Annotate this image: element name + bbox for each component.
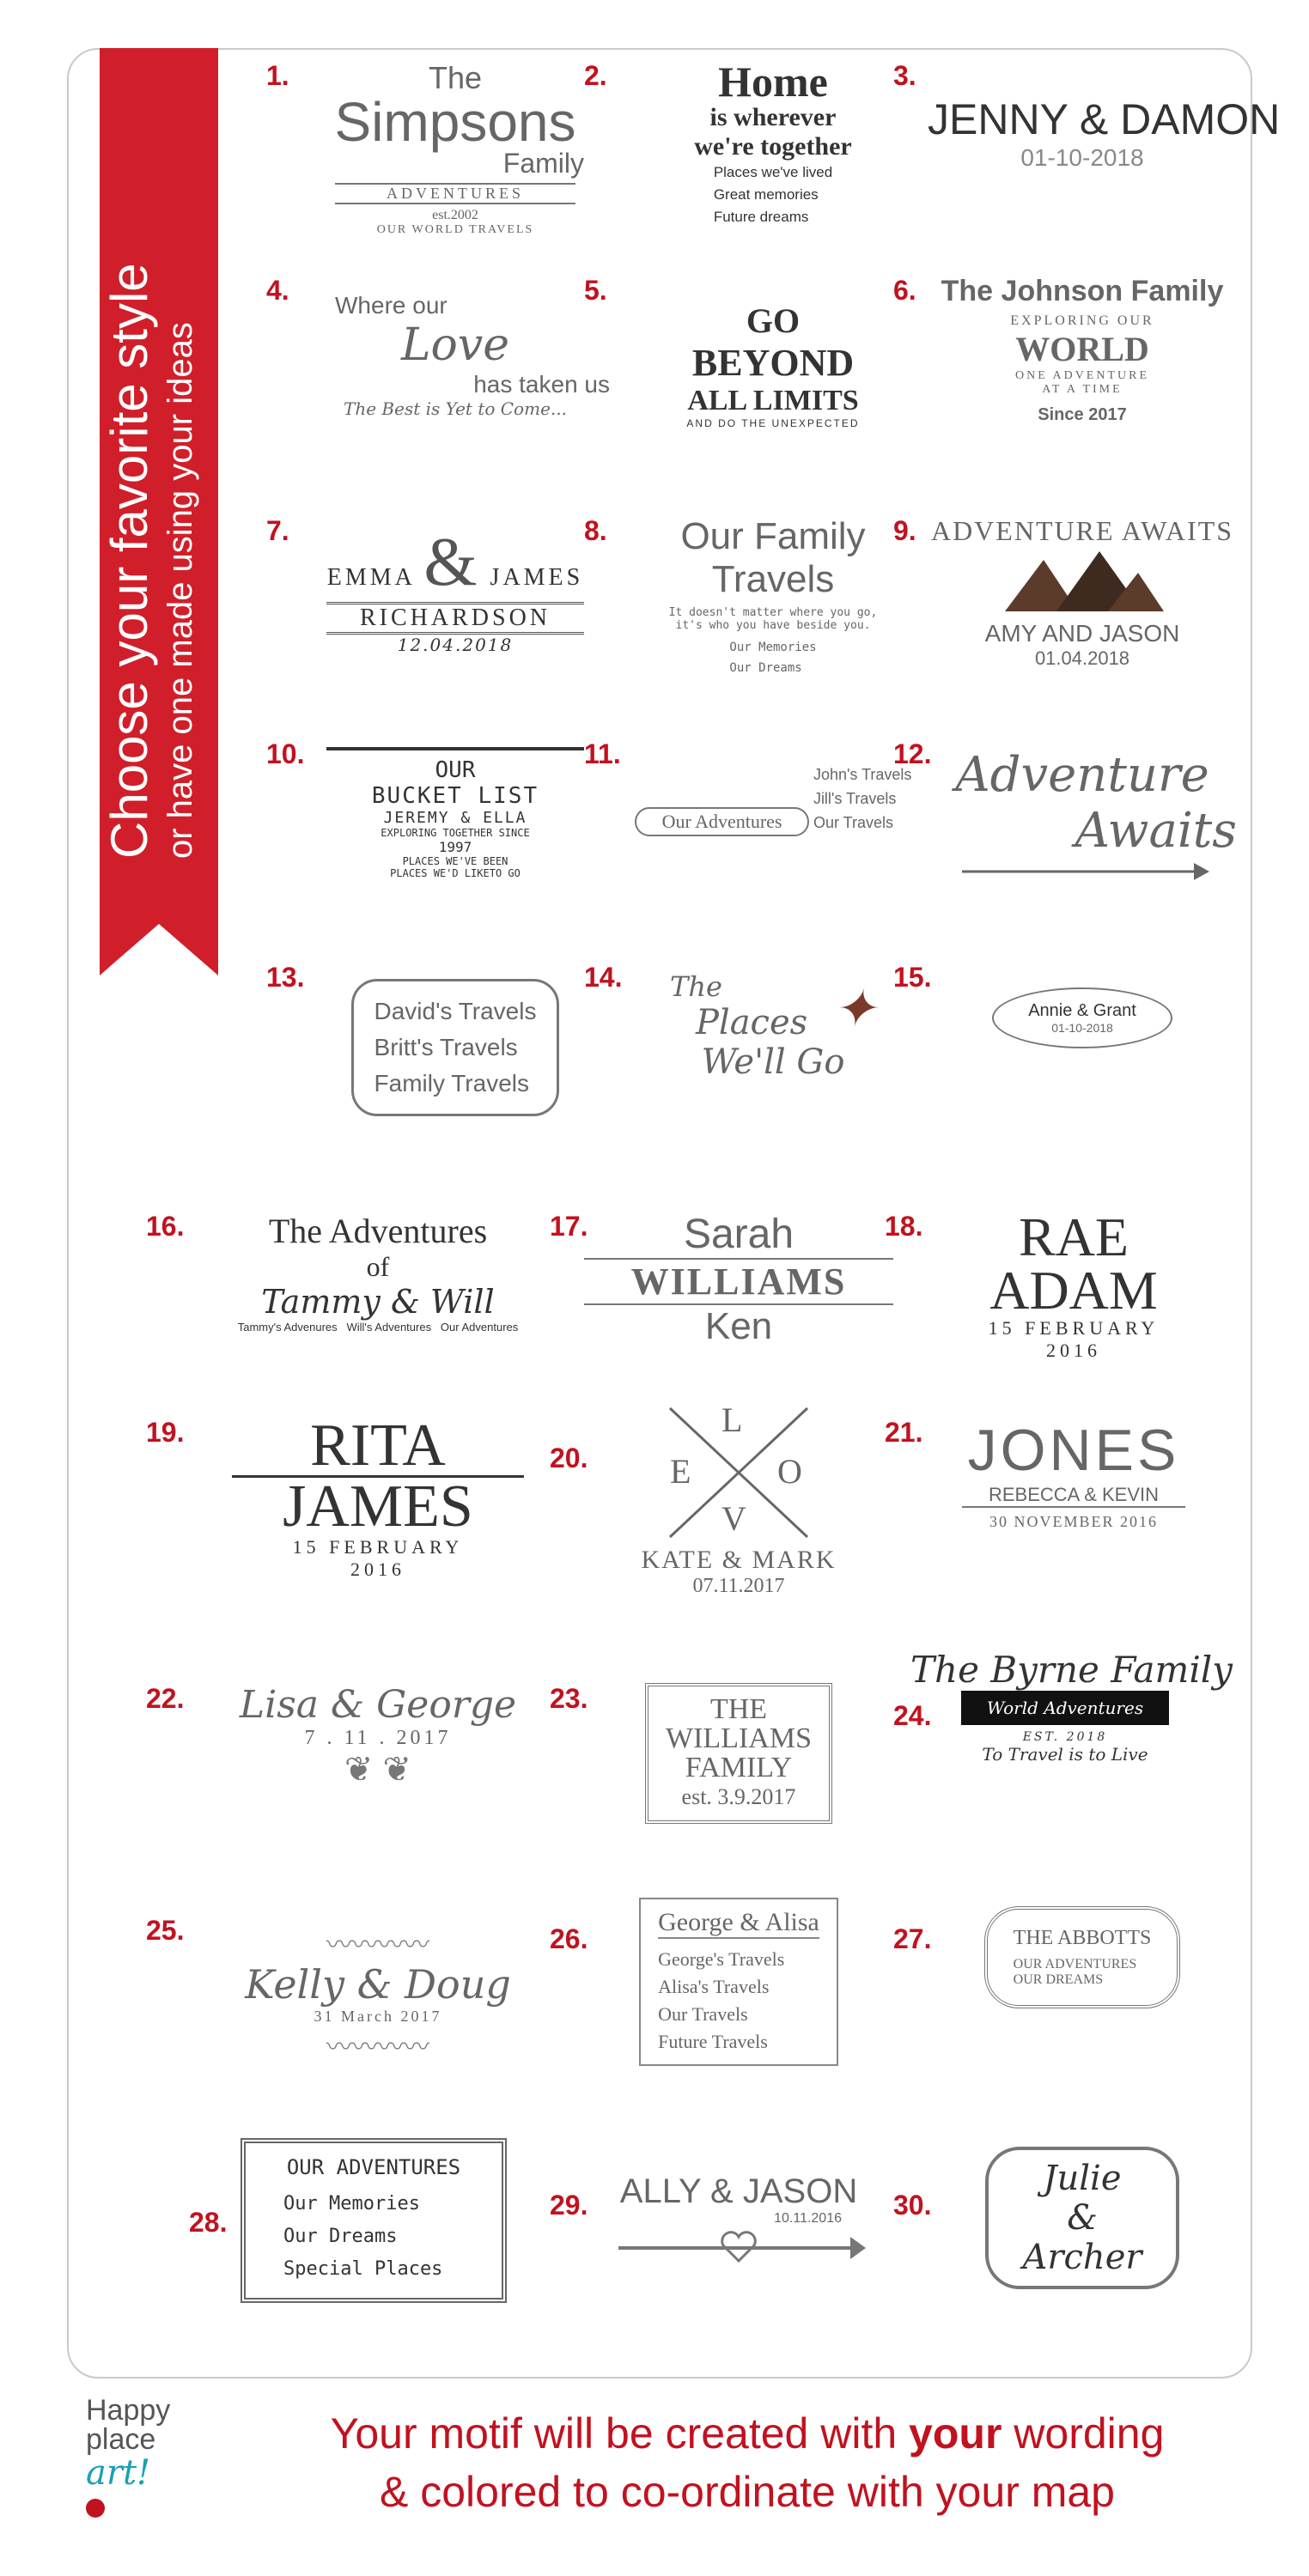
motif-text: 30 NOVEMBER 2016 [989, 1513, 1158, 1530]
motif-text: OUR ADVENTURES [1013, 1957, 1137, 1971]
motif-text: WORLD [1015, 330, 1149, 368]
motif-text: JAMES [490, 564, 584, 591]
motif-4[interactable] [266, 275, 610, 498]
banner-text [100, 34, 218, 893]
motif-text: Our Memories [729, 641, 817, 654]
motif-2[interactable] [584, 60, 928, 283]
motif-text: BEYOND [691, 342, 855, 384]
motif-number: 14. [584, 962, 623, 993]
motif-text: Travels [711, 558, 835, 600]
motif-text: has taken us [473, 371, 610, 398]
mountains-icon [996, 547, 1168, 616]
motif-text: 10.11.2016 [774, 2211, 842, 2226]
motif-text: est. 3.9.2017 [681, 1784, 796, 1809]
motif-text: we're together [694, 132, 852, 161]
motif-28[interactable] [189, 2138, 533, 2361]
motif-text: Annie & Grant [1028, 1001, 1136, 1020]
motif-text: RITA [310, 1413, 446, 1479]
motif-text: Family Travels [374, 1070, 529, 1097]
compass-icon: ✦ [832, 979, 876, 1039]
motif-text: John's Travels [813, 766, 912, 783]
motif-text: Home [718, 58, 828, 106]
motif-text: Where our [335, 292, 447, 319]
motif-text: Our Family [680, 515, 866, 557]
motif-number: 7. [266, 515, 289, 546]
motif-text: The [670, 970, 722, 1003]
motif-text: Our Memories [283, 2193, 420, 2215]
motif-text: AMY AND JASON [984, 620, 1180, 647]
motif-text: Family [502, 148, 584, 179]
motif-number: 9. [893, 515, 916, 546]
banner-title: Choose your favorite style [100, 263, 158, 859]
motif-text: Britt's Travels [374, 1034, 518, 1060]
motif-text: ADVENTURES [335, 183, 575, 204]
motif-text: L [721, 1400, 743, 1439]
motif-text: KATE & MARK [641, 1546, 837, 1574]
motif-number: 26. [550, 1923, 588, 1954]
motif-text: Awaits [1075, 803, 1237, 859]
motif-number: 30. [893, 2190, 932, 2221]
motif-number: 6. [893, 275, 916, 306]
motif-text: est.2002 [432, 208, 478, 222]
motif-text: WILLIAMS [584, 1258, 893, 1305]
motif-text: Places [696, 1003, 808, 1042]
motif-text: Our Travels [813, 814, 893, 831]
motif-text: 15 FEBRUARY [292, 1536, 464, 1558]
motif-22[interactable] [146, 1683, 575, 1906]
motif-10[interactable] [266, 738, 610, 962]
motif-number: 25. [146, 1915, 185, 1946]
motif-5[interactable] [584, 275, 928, 498]
motif-text: Special Places [283, 2258, 443, 2280]
motif-text: Love [401, 319, 509, 371]
motif-number: 8. [584, 515, 607, 546]
flourish-top: 〰〰〰〰 [326, 1931, 429, 1959]
motif-text: JAMES [232, 1475, 524, 1536]
motif-text: RAE [1019, 1206, 1129, 1267]
motif-text: 15 FEBRUARY [988, 1317, 1160, 1339]
motif-text: Great memories [713, 186, 819, 203]
motif-text: is wherever [709, 103, 837, 131]
motif-text: Will's Adventures [346, 1321, 432, 1334]
arrow-icon [953, 859, 1211, 884]
motif-text: 2016 [350, 1558, 405, 1580]
motif-text: of [366, 1251, 390, 1282]
motif-text: 1997 [438, 839, 472, 855]
motif-text: JENNY & DAMON [928, 95, 1281, 143]
motif-number: 27. [893, 1923, 932, 1954]
motif-text: BUCKET LIST [371, 783, 539, 809]
motif-number: 28. [189, 2207, 228, 2238]
motif-30[interactable] [893, 2138, 1237, 2361]
motif-number: 12. [893, 738, 932, 769]
motif-number: 29. [550, 2190, 588, 2221]
motif-text: THE ABBOTTS [1013, 1927, 1152, 1949]
motif-text: The Adventures [268, 1212, 488, 1250]
motif-text: Places we've lived [713, 164, 833, 180]
banner-subtitle: or have one made using your ideas [161, 322, 199, 859]
motif-text: Adventure [955, 747, 1209, 803]
happy-place-art-logo [86, 2396, 232, 2559]
motif-8[interactable] [584, 515, 928, 738]
motif-text: EST. 2018 [1022, 1730, 1108, 1744]
motif-text: V [721, 1499, 746, 1538]
motif-text: 12.04.2018 [397, 635, 514, 655]
motif-text: OUR DREAMS [1013, 1972, 1104, 1987]
motif-18[interactable] [885, 1206, 1228, 1434]
motif-24[interactable] [893, 1649, 1237, 1872]
ampersand-glyph: & [423, 525, 481, 600]
motif-text: PLACES WE'D LIKETO GO [390, 867, 521, 879]
motif-number: 16. [146, 1211, 185, 1242]
motif-1[interactable] [266, 60, 610, 283]
motif-text: AND DO THE UNEXPECTED [686, 417, 860, 429]
motif-number: 10. [266, 738, 305, 769]
motif-number: 23. [550, 1683, 588, 1714]
motif-11[interactable] [584, 738, 928, 962]
motif-number: 24. [893, 1700, 932, 1731]
footer-text: Your motif will be created with [330, 2409, 910, 2458]
motif-text: Our Travels [658, 2003, 748, 2025]
motif-text: The Best is Yet to Come... [344, 398, 567, 419]
motif-text: JONES [967, 1418, 1180, 1483]
motif-text: it's who you have beside you. [675, 619, 871, 632]
motif-text: RICHARDSON [326, 602, 584, 635]
motif-25[interactable] [146, 1915, 575, 2138]
motif-text: It doesn't matter where you go, [668, 606, 878, 619]
motif-15[interactable] [893, 962, 1237, 1185]
motif-text: JEREMY & ELLA [383, 809, 527, 827]
motif-number: 22. [146, 1683, 185, 1714]
motif-text: 01-10-2018 [1051, 1021, 1113, 1035]
motif-text: Tammy's Advenures [237, 1321, 338, 1334]
logo-text: Happy [86, 2394, 171, 2427]
motif-text: EMMA [326, 564, 415, 591]
motif-number: 5. [584, 275, 607, 306]
motif-text: ALLY & JASON [619, 2172, 858, 2210]
motif-text: 2016 [1046, 1340, 1101, 1361]
laurel-wreath-icon: ❦ ❦ [344, 1751, 412, 1789]
motif-text: GO [746, 301, 801, 340]
motif-text: WILLIAMS [666, 1722, 812, 1754]
motif-text: ALL LIMITS [687, 385, 859, 416]
pushpin-icon [86, 2499, 105, 2518]
motif-19[interactable] [146, 1413, 575, 1640]
motif-text: 31 March 2017 [314, 2008, 442, 2025]
motif-text: Simpsons [334, 91, 576, 153]
motif-text: ADAM [989, 1260, 1158, 1321]
motif-text: The Johnson Family [941, 275, 1224, 307]
motif-16[interactable] [146, 1211, 575, 1434]
motif-text: Jill's Travels [813, 790, 897, 807]
motif-29[interactable] [550, 2155, 893, 2379]
motif-number: 15. [893, 962, 932, 993]
motif-text: OUR ADVENTURES [286, 2155, 461, 2179]
motif-text: Future Travels [658, 2031, 768, 2052]
motif-text: 01.04.2018 [1034, 647, 1130, 669]
logo-text: place [86, 2423, 156, 2456]
motif-text: Kelly & Doug [245, 1961, 511, 2008]
motif-text: FAMILY [685, 1752, 793, 1783]
motif-text: ONE ADVENTURE [1014, 369, 1150, 382]
motif-text: The [428, 60, 483, 95]
motif-number: 18. [885, 1211, 923, 1242]
ribbon-banner: World Adventures [961, 1691, 1169, 1725]
motif-text: OUR [435, 757, 476, 783]
motif-number: 20. [550, 1443, 588, 1473]
motif-text: George & Alisa [658, 1908, 819, 1939]
motif-number: 1. [266, 60, 289, 91]
motif-number: 11. [584, 738, 621, 769]
motif-text: Sarah [683, 1212, 795, 1257]
motif-text: REBECCA & KEVIN [962, 1484, 1185, 1508]
motif-text: 01-10-2018 [1020, 144, 1144, 171]
motif-14[interactable] [584, 962, 928, 1185]
motif-26[interactable] [550, 1872, 893, 2155]
motif-20[interactable] [550, 1400, 893, 1623]
motif-text: Our Dreams [283, 2226, 398, 2247]
motif-number: 13. [266, 962, 305, 993]
motif-number: 3. [893, 60, 916, 91]
motif-text: We'll Go [701, 1042, 845, 1082]
motif-text: AT A TIME [1042, 383, 1123, 396]
footer-text: & colored to co-ordinate with your map [380, 2468, 1115, 2516]
motif-number: 19. [146, 1417, 185, 1448]
footer-emphasis: your [909, 2409, 1002, 2458]
motif-text: EXPLORING TOGETHER SINCE [381, 827, 530, 839]
motif-text: Future dreams [713, 209, 809, 225]
motif-9[interactable] [893, 515, 1237, 738]
motif-6[interactable] [893, 275, 1237, 498]
motif-text: 7 . 11 . 2017 [304, 1727, 452, 1749]
motif-12[interactable] [893, 738, 1237, 962]
motif-text: 07.11.2017 [692, 1575, 785, 1597]
motif-text: ADVENTURE AWAITS [930, 515, 1234, 546]
motif-text: Our Adventures [440, 1321, 519, 1334]
motif-number: 2. [584, 60, 607, 91]
motif-text: OUR WORLD TRAVELS [376, 223, 534, 236]
motif-text: George's Travels [658, 1948, 785, 1970]
motif-text: Alisa's Travels [658, 1976, 770, 1997]
motif-text: David's Travels [374, 998, 537, 1024]
motif-text: To Travel is to Live [982, 1744, 1148, 1765]
motif-text: Our Dreams [729, 661, 802, 675]
motif-text: Since 2017 [1038, 405, 1127, 424]
motif-text: & [1067, 2198, 1098, 2238]
footer-text: wording [1002, 2409, 1165, 2458]
motif-text: EXPLORING OUR [1010, 313, 1154, 328]
motif-text: PLACES WE'VE BEEN [402, 855, 508, 867]
motif-text: Archer [1022, 2238, 1142, 2277]
motif-text: E [670, 1452, 691, 1491]
motif-text: Julie [1043, 2159, 1122, 2198]
heart-arrow-icon [610, 2227, 868, 2269]
motif-number: 21. [885, 1417, 923, 1448]
flourish-bottom: 〰〰〰〰 [326, 2033, 429, 2062]
motif-text: Tammy & Will [261, 1283, 495, 1321]
logo-text: art! [86, 2453, 151, 2493]
motif-7[interactable] [266, 515, 610, 738]
motif-3[interactable] [893, 60, 1281, 283]
ribbon-banner: Our Adventures [635, 807, 810, 836]
motif-text: Lisa & George [239, 1683, 517, 1727]
motif-13[interactable] [266, 962, 610, 1185]
motif-number: 17. [550, 1211, 588, 1242]
motif-21[interactable] [885, 1417, 1228, 1640]
motif-text: O [777, 1452, 802, 1491]
motif-text: THE [709, 1693, 768, 1725]
motif-number: 4. [266, 275, 289, 306]
motif-text: The Byrne Family [910, 1649, 1233, 1691]
footer-message [232, 2404, 1263, 2521]
motif-27[interactable] [893, 1906, 1237, 2129]
motif-text: Ken [704, 1305, 773, 1347]
